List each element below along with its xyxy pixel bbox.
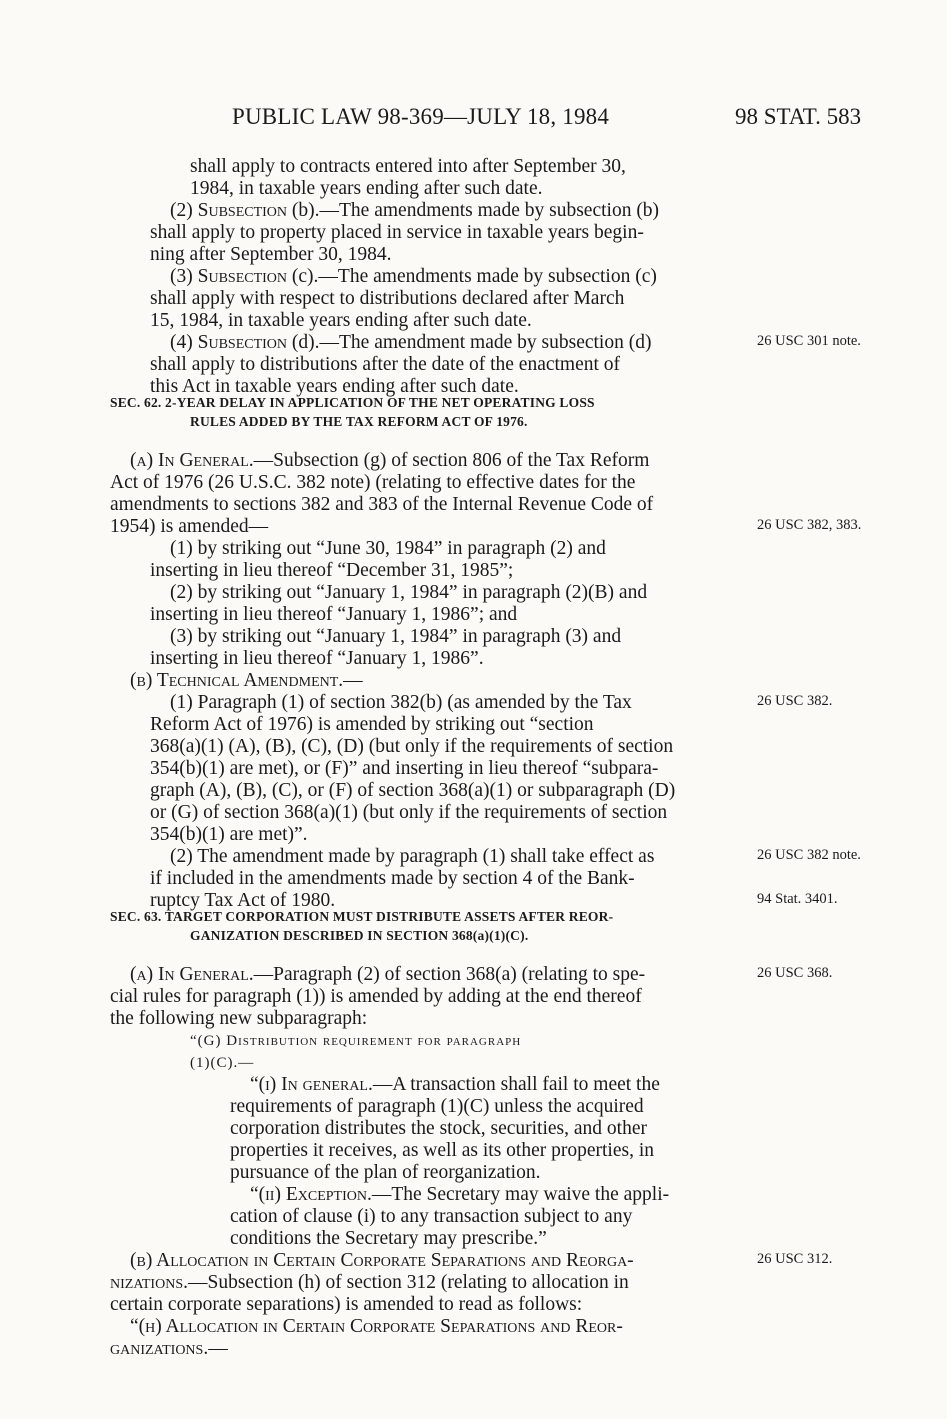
text-line xyxy=(170,846,654,868)
text-line xyxy=(190,178,543,200)
text-line xyxy=(150,222,644,244)
text-line xyxy=(110,494,653,516)
text-line xyxy=(130,1250,634,1272)
margin-note: 26 USC 312. xyxy=(757,1251,833,1267)
text-line xyxy=(190,156,626,178)
line-text: shall apply to distributions after the date of the enactment of xyxy=(150,354,621,375)
small-caps-label: (2) Subsection xyxy=(170,200,288,221)
line-text: 1984, in taxable years ending after such date. xyxy=(190,178,543,199)
text-line xyxy=(110,1294,582,1316)
margin-note: 26 USC 368. xyxy=(757,965,833,981)
small-caps-label: (4) Subsection xyxy=(170,332,288,353)
small-caps-label: “(ii) Exception. xyxy=(250,1184,372,1205)
section-heading: SEC. 62. 2-YEAR DELAY IN APPLICATION OF THE NET OPERATING LOSS xyxy=(110,395,595,410)
line-text: 354(b)(1) are met), or (F)” and inserting in lieu thereof “subpara- xyxy=(150,758,659,779)
line-text: (3) by striking out “January 1, 1984” in paragraph (3) and xyxy=(170,626,622,647)
margin-note: 26 USC 382. xyxy=(757,693,833,709)
text-line xyxy=(150,714,594,736)
text-line xyxy=(230,1140,654,1162)
text-line xyxy=(170,332,651,354)
line-text: the following new subparagraph: xyxy=(110,1008,368,1029)
line-text: conditions the Secretary may prescribe.” xyxy=(230,1228,547,1249)
line-text: —Subsection (h) of section 312 (relating to allocation in xyxy=(187,1272,629,1293)
text-line xyxy=(150,802,667,824)
line-text: — xyxy=(208,1338,228,1359)
margin-note: 26 USC 382 note. xyxy=(757,847,861,863)
text-line xyxy=(250,1074,660,1096)
text-line xyxy=(230,1206,632,1228)
line-text: 354(b)(1) are met)”. xyxy=(150,824,308,845)
margin-note: 26 USC 301 note. xyxy=(757,333,861,349)
text-line xyxy=(170,266,657,288)
text-line xyxy=(130,1316,623,1338)
small-caps-label: (a) In General. xyxy=(130,964,254,985)
line-text: —Subsection (g) of section 806 of the Tax Reform xyxy=(253,450,650,471)
line-text: ning after September 30, 1984. xyxy=(150,244,392,265)
text-line xyxy=(150,868,635,890)
text-line xyxy=(110,1272,629,1294)
line-text: inserting in lieu thereof “December 31, 1985”; xyxy=(150,560,514,581)
text-line xyxy=(130,964,645,986)
line-text: this Act in taxable years ending after such date. xyxy=(150,376,519,397)
text-line xyxy=(170,538,606,560)
line-text: shall apply to property placed in service in taxable years begin- xyxy=(150,222,644,243)
text-line xyxy=(110,472,635,494)
line-text: shall apply with respect to distributions declared after March xyxy=(150,288,625,309)
line-text: (2) The amendment made by paragraph (1) shall take effect as xyxy=(170,846,655,867)
text-line xyxy=(150,560,513,582)
line-text: amendments to sections 382 and 383 of the Internal Revenue Code of xyxy=(110,494,654,515)
small-caps-label: (a) In General. xyxy=(130,450,254,471)
line-text: —Paragraph (2) of section 368(a) (relating to spe- xyxy=(253,964,646,985)
line-text: ruptcy Tax Act of 1980. xyxy=(150,890,336,911)
line-text: inserting in lieu thereof “January 1, 1986”; and xyxy=(150,604,518,625)
line-text: 1954) is amended— xyxy=(110,516,269,537)
text-line xyxy=(170,692,632,714)
text-line xyxy=(230,1162,540,1184)
line-text: if included in the amendments made by section 4 of the Bank- xyxy=(150,868,635,889)
margin-note: 94 Stat. 3401. xyxy=(757,891,838,907)
text-line xyxy=(190,1030,521,1052)
line-text: (1) Paragraph (1) of section 382(b) (as amended by the Tax xyxy=(170,692,632,713)
line-text: requirements of paragraph (1)(C) unless the acquired xyxy=(230,1096,644,1117)
line-text: certain corporate separations) is amended to read as follows: xyxy=(110,1294,583,1315)
text-line xyxy=(190,1052,254,1074)
line-text: —The Secretary may waive the appli- xyxy=(371,1184,670,1205)
text-line xyxy=(230,1228,547,1250)
margin-note: 26 USC 382, 383. xyxy=(757,517,862,533)
text-line xyxy=(110,1338,228,1360)
line-text: “(G) Distribution requirement for paragraph xyxy=(190,1033,522,1049)
line-text: cation of clause (i) to any transaction subject to any xyxy=(230,1206,633,1227)
text-line xyxy=(250,1184,669,1206)
line-text: Act of 1976 (26 U.S.C. 382 note) (relating to effective dates for the xyxy=(110,472,636,493)
text-line xyxy=(150,604,517,626)
line-text: graph (A), (B), (C), or (F) of section 368(a)(1) or subparagraph (D) xyxy=(150,780,676,801)
text-line xyxy=(170,582,647,604)
text-line xyxy=(150,244,392,266)
text-line xyxy=(150,354,620,376)
text-line xyxy=(230,1096,644,1118)
page-stat-number: 98 STAT. 583 xyxy=(735,104,862,129)
text-line xyxy=(110,1008,367,1030)
line-text: shall apply to contracts entered into after September 30, xyxy=(190,156,626,177)
line-text: (c).—The amendments made by subsection (c) xyxy=(287,266,657,287)
line-text: (1) by striking out “June 30, 1984” in paragraph (2) and xyxy=(170,538,606,559)
text-line xyxy=(150,310,532,332)
line-text: — xyxy=(343,670,363,691)
line-text: properties it receives, as well as its other properties, in xyxy=(230,1140,654,1161)
small-caps-label: “(i) In general. xyxy=(250,1074,373,1095)
text-line xyxy=(130,670,363,692)
small-caps-label: “(h) Allocation in Certain Corporate Separations and Reor- xyxy=(130,1316,623,1337)
small-caps-label: (b) Allocation in Certain Corporate Separations and Reorga- xyxy=(130,1250,634,1271)
small-caps-label: ganizations. xyxy=(110,1338,209,1359)
line-text: inserting in lieu thereof “January 1, 1986”. xyxy=(150,648,484,669)
section-heading: SEC. 63. TARGET CORPORATION MUST DISTRIBUTE ASSETS AFTER REOR- xyxy=(110,909,614,924)
text-line xyxy=(150,736,673,758)
section-heading: RULES ADDED BY THE TAX REFORM ACT OF 1976. xyxy=(190,414,528,429)
text-line xyxy=(150,758,658,780)
text-line xyxy=(110,986,642,1008)
text-line xyxy=(170,626,621,648)
line-text: cial rules for paragraph (1)) is amended by adding at the end thereof xyxy=(110,986,642,1007)
text-line xyxy=(170,200,659,222)
line-text: 368(a)(1) (A), (B), (C), (D) (but only if the requirements of section xyxy=(150,736,674,757)
line-text: (2) by striking out “January 1, 1984” in paragraph (2)(B) and xyxy=(170,582,648,603)
small-caps-label: (b) Technical Amendment. xyxy=(130,670,344,691)
line-text: (d).—The amendment made by subsection (d) xyxy=(287,332,652,353)
small-caps-label: nizations. xyxy=(110,1272,188,1293)
small-caps-label: (3) Subsection xyxy=(170,266,288,287)
text-line xyxy=(230,1118,647,1140)
text-line xyxy=(150,824,308,846)
text-line xyxy=(150,288,624,310)
text-line xyxy=(130,450,649,472)
running-header-title: PUBLIC LAW 98-369—JULY 18, 1984 xyxy=(232,104,610,129)
text-line xyxy=(150,648,484,670)
line-text: (b).—The amendments made by subsection (b) xyxy=(287,200,660,221)
line-text: (1)(C).— xyxy=(190,1055,255,1071)
line-text: corporation distributes the stock, securities, and other xyxy=(230,1118,647,1139)
line-text: Reform Act of 1976) is amended by striking out “section xyxy=(150,714,594,735)
text-line xyxy=(110,516,268,538)
line-text: —A transaction shall fail to meet the xyxy=(372,1074,660,1095)
text-line xyxy=(150,780,675,802)
line-text: or (G) of section 368(a)(1) (but only if the requirements of section xyxy=(150,802,668,823)
section-heading: GANIZATION DESCRIBED IN SECTION 368(a)(1)(C). xyxy=(190,928,529,943)
line-text: 15, 1984, in taxable years ending after such date. xyxy=(150,310,532,331)
line-text: pursuance of the plan of reorganization. xyxy=(230,1162,541,1183)
